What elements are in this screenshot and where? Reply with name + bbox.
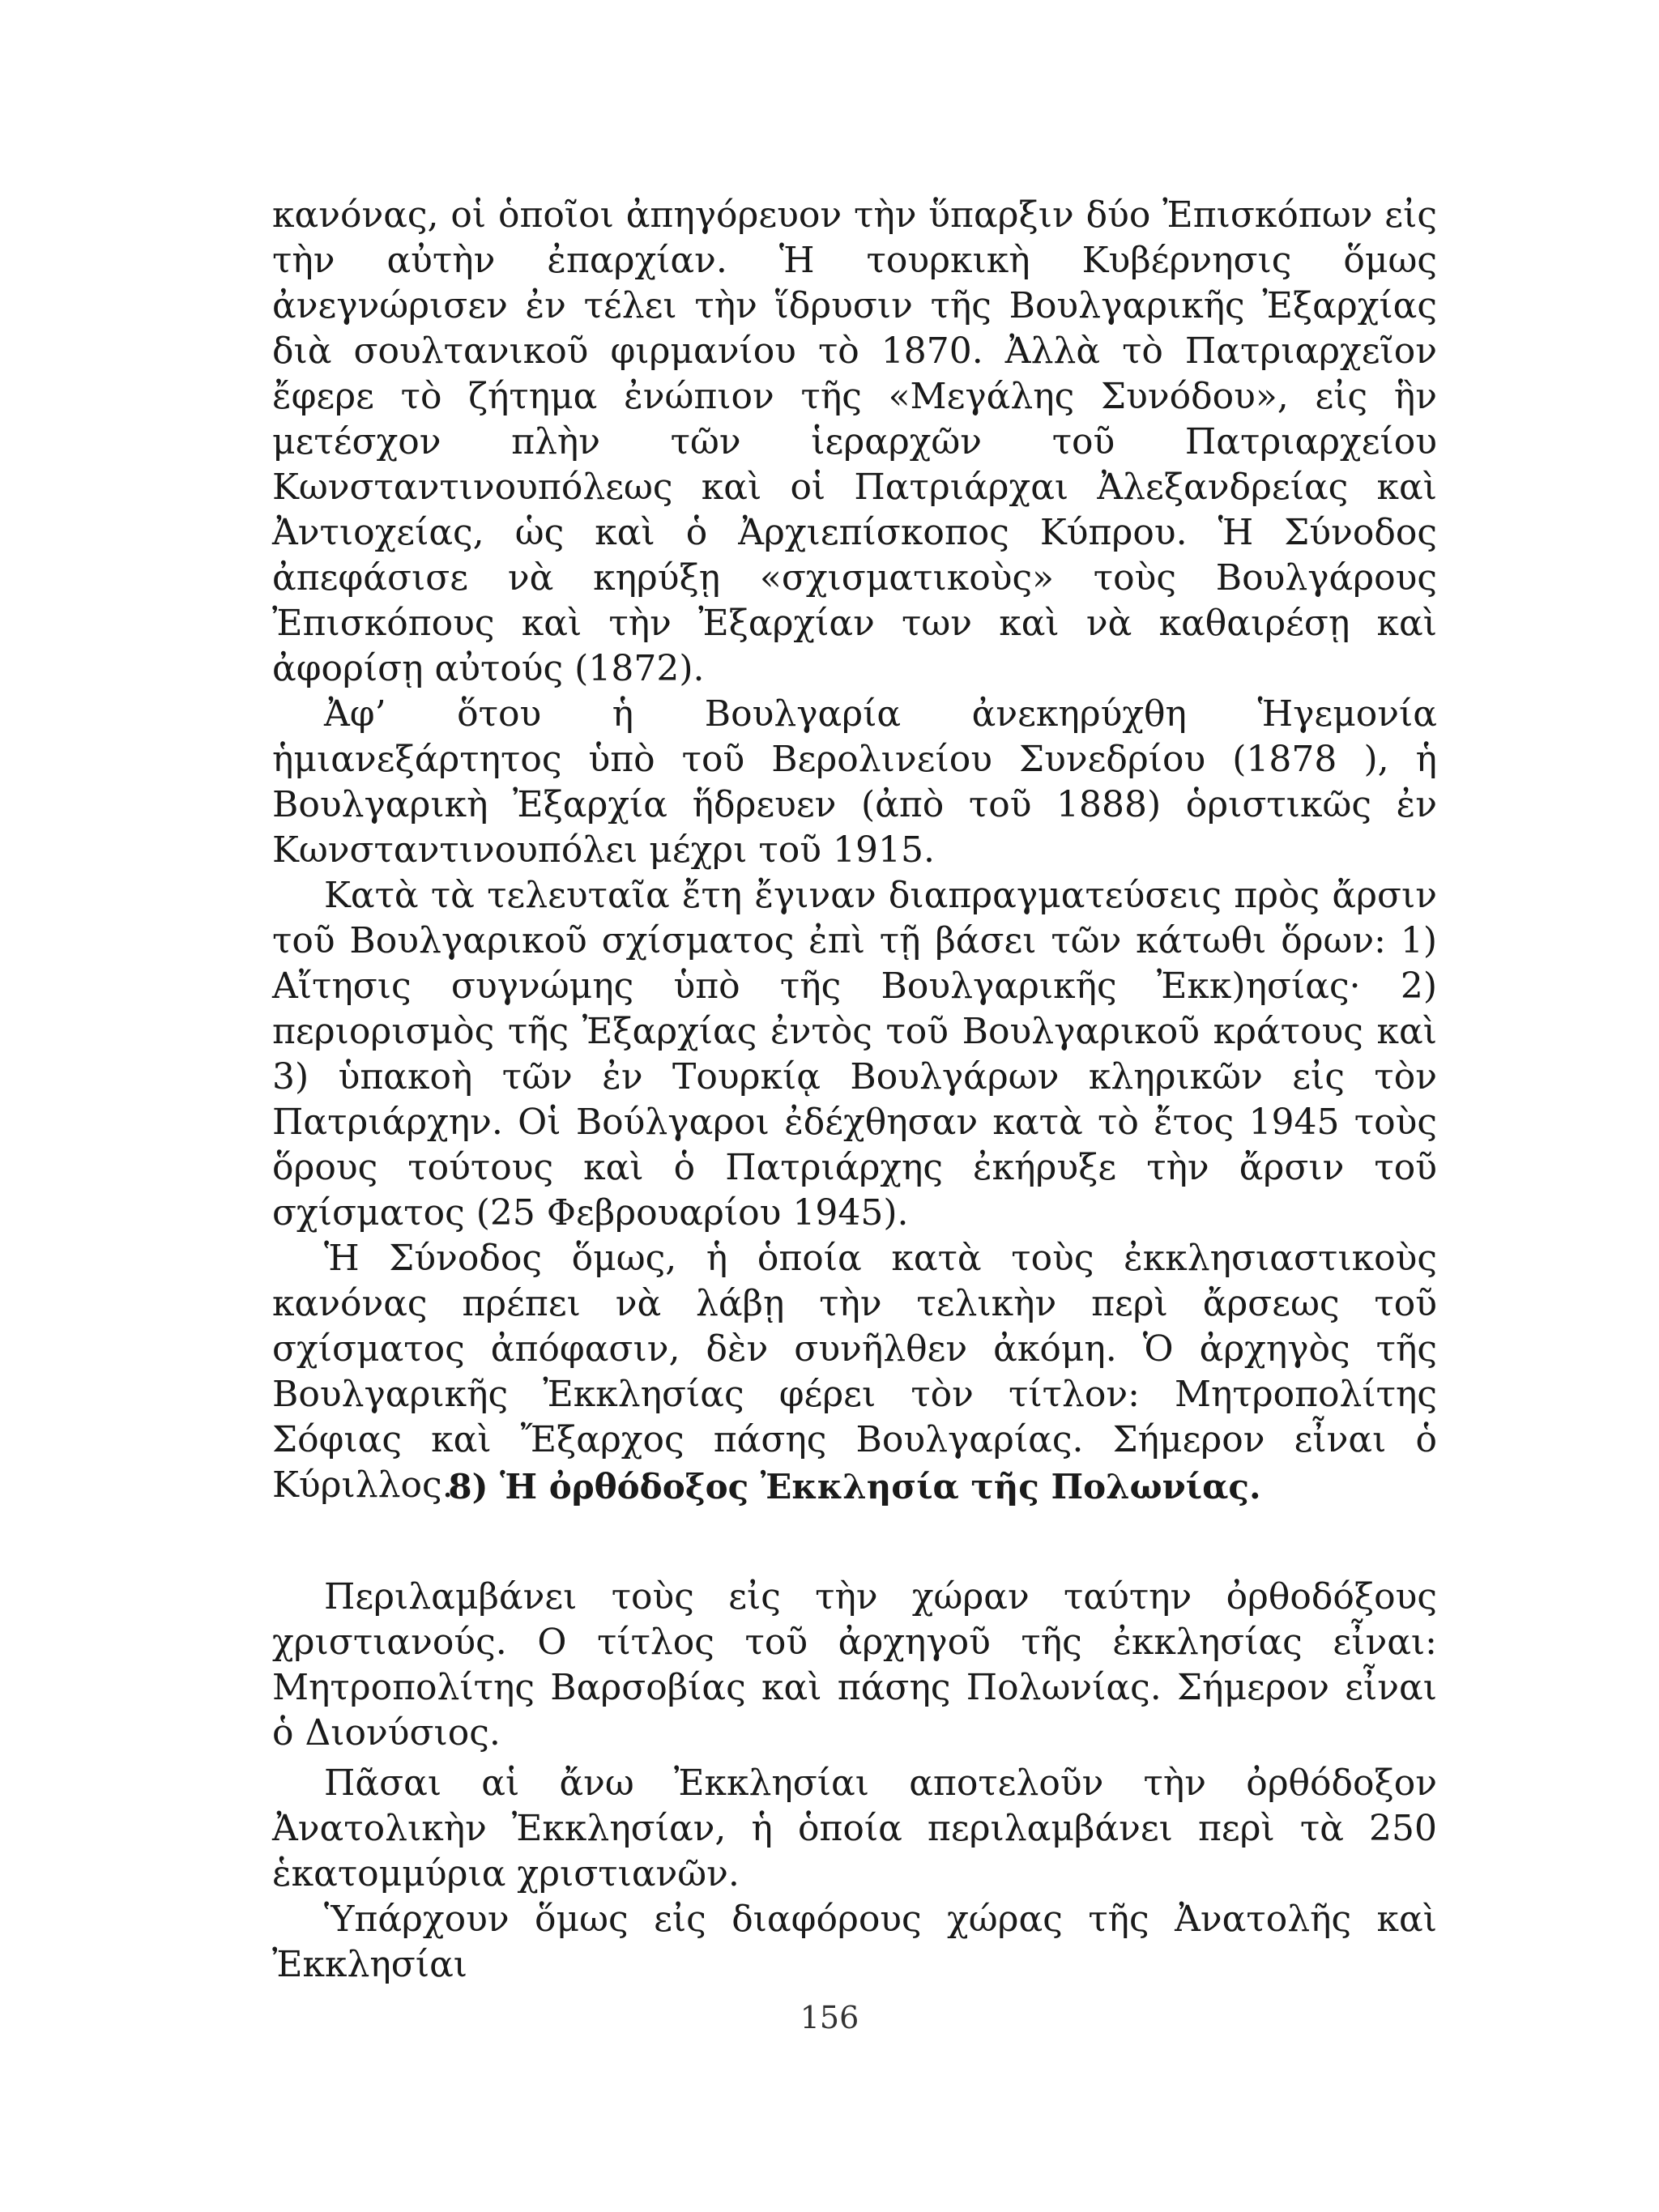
paragraph-continued: κανόνας, οἱ ὁποῖοι ἀπηγόρευον τὴν ὕπαρξιν δύο Ἐπισκόπων εἰς τὴν αὐτὴν ἐπαρχίαν. Ἡ τουρκικὴ Κυβέρνησις ὅμως ἀνεγνώρισεν ἐν τέλει τὴν ἵδρυσιν τῆς Βουλγαρικῆς Ἐξαρχίας διὰ σουλτανικοῦ φιρμανίου τὸ 1870. Ἀλλὰ τὸ Πατριαρχεῖον ἔφερε τὸ ζήτημα ἐνώπιον τῆς «Μεγάλης Συνόδου», εἰς ἣν μετέσχον πλὴν τῶν ἱεραρχῶν τοῦ Πατριαρχείου Κωνσταντινουπόλεως καὶ οἱ Πατριάρχαι Ἀλεξανδρείας καὶ Ἀντιοχείας, ὡς καὶ ὁ Ἀρχιεπίσκοπος Κύπρου. Ἡ Σύνοδος ἀπεφάσισε νὰ κηρύξῃ «σχισματικοὺς» τοὺς Βουλγάρους Ἐπισκόπους καὶ τὴν Ἐξαρχίαν των καὶ νὰ καθαιρέσῃ καὶ ἀφορίσῃ αὐτούς (1872).	[272, 194, 1437, 689]
paragraph-other-churches: Ὑπάρχουν ὅμως εἰς διαφόρους χώρας τῆς Ἀνατολῆς καὶ Ἐκκλησίαι	[272, 1899, 1437, 1985]
section-heading: 8) Ἡ ὀρθόδοξος Ἐκκλησία τῆς Πολωνίας.	[448, 1467, 1261, 1507]
paragraph-schism-negotiations: Κατὰ τὰ τελευταῖα ἔτη ἔγιναν διαπραγματεύσεις πρὸς ἄρσιν τοῦ Βουλγαρικοῦ σχίσματος ἐπὶ τῇ βάσει τῶν κάτωθι ὅρων: 1) Αἴτησις συγνώμης ὑπὸ τῆς Βουλγαρικῆς Ἐκκ)ησίας· 2) περιορισμὸς τῆς Ἐξαρχίας ἐντὸς τοῦ Βουλγαρικοῦ κράτους καὶ 3) ὑπακοὴ τῶν ἐν Τουρκίᾳ Βουλγάρων κληρικῶν εἰς τὸν Πατριάρχην. Οἱ Βούλγαροι ἐδέχθησαν κατὰ τὸ ἔτος 1945 τοὺς ὅρους τούτους καὶ ὁ Πατριάρχης ἐκήρυξε τὴν ἄρσιν τοῦ σχίσματος (25 Φεβρουαρίου 1945).	[272, 875, 1437, 1234]
main-text-lower	[272, 1761, 1437, 1988]
main-text-poland	[272, 1575, 1437, 1756]
paragraph-eastern-church-total: Πᾶσαι αἱ ἄνω Ἐκκλησίαι αποτελοῦν τὴν ὀρθόδοξον Ἀνατολικὴν Ἐκκλησίαν, ἡ ὁποία περιλαμβάνει περὶ τὰ 250 ἑκατομμύρια χριστιανῶν.	[272, 1762, 1437, 1894]
main-text-upper	[272, 193, 1437, 1508]
paragraph-bulgaria-principality: Ἀφ’ ὅτου ἡ Βουλγαρία ἀνεκηρύχθη Ἡγεμονία ἡμιανεξάρτητος ὑπὸ τοῦ Βερολινείου Συνεδρίου (1878 ), ἡ Βουλγαρικὴ Ἐξαρχία ἥδρευεν (ἀπὸ τοῦ 1888) ὁριστικῶς ἐν Κωνσταντινουπόλει μέχρι τοῦ 1915.	[272, 693, 1437, 871]
page-number: 156	[800, 2000, 859, 2035]
paragraph-poland-church: Περιλαμβάνει τοὺς εἰς τὴν χώραν ταύτην ὀρθοδόξους χριστιανούς. Ο τίτλος τοῦ ἀρχηγοῦ τῆς ἐκκλησίας εἶναι: Μητροπολίτης Βαρσοβίας καὶ πάσης Πολωνίας. Σήμερον εἶναι ὁ Διονύσιος.	[272, 1576, 1437, 1754]
paragraph-synod-decision: Ἡ Σύνοδος ὅμως, ἡ ὁποία κατὰ τοὺς ἐκκλησιαστικοὺς κανόνας πρέπει νὰ λάβῃ τὴν τελικὴν περὶ ἄρσεως τοῦ σχίσματος ἀπόφασιν, δὲν συνῆλθεν ἀκόμη. Ὁ ἀρχηγὸς τῆς Βουλγαρικῆς Ἐκκλησίας φέρει τὸν τίτλον: Μητροπολίτης Σόφιας καὶ Ἔξαρχος πάσης Βουλγαρίας. Σήμερον εἶναι ὁ Κύριλλος.	[272, 1238, 1437, 1506]
